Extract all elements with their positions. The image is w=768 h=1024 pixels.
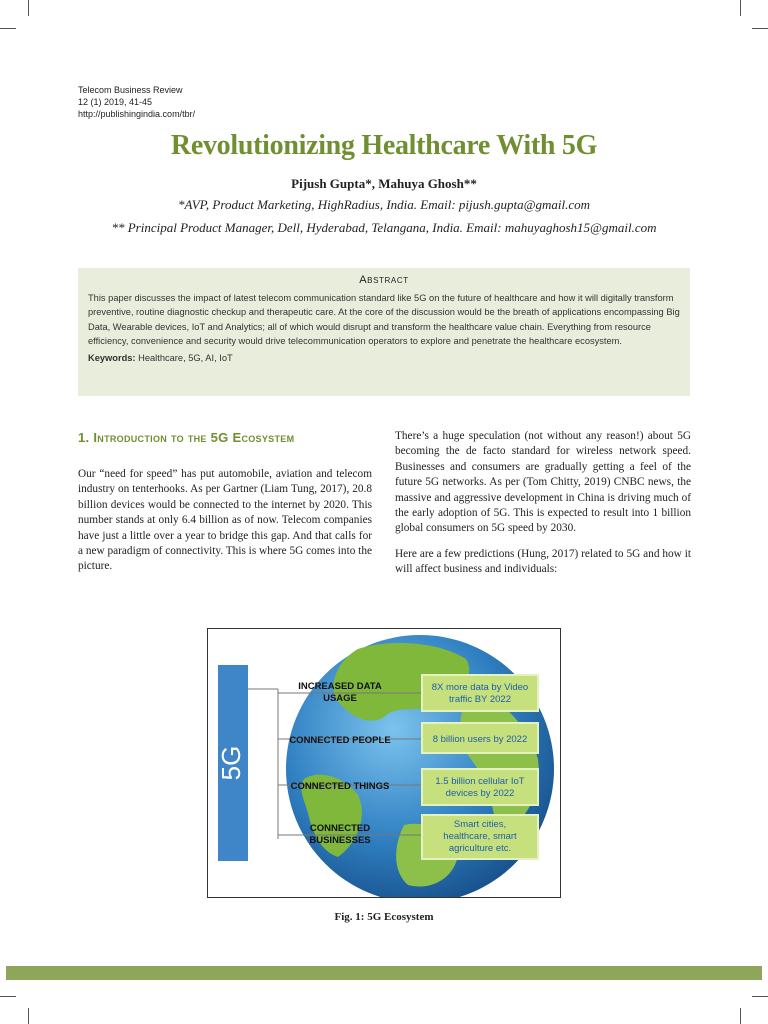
abstract-body: This paper discusses the impact of latest telecom communication standard like 5G on the future of healthcare and how it will digitally transform preventive, routine diagnostic checkup and therapeutic care. At the core of the discussion would be the breath of applications encompassing Big Data, Wearable devices, IoT and Analytics; all of which would disrupt and transform the healthcare value chain. Everything from resource efficiency, convenience and security would drive telecommunication operators to explore and penetrate the healthcare ecosystem. [88, 293, 680, 346]
abstract-heading: Abstract [359, 274, 409, 286]
figure-caption: Fig. 1: 5G Ecosystem [334, 911, 434, 923]
detail-text: Smart cities, [453, 819, 507, 830]
journal-issue: 12 (1) 2019, 41-45 [78, 97, 153, 107]
crop-mark [740, 0, 741, 16]
keywords-line [88, 353, 680, 363]
category-label: BUSINESSES [309, 835, 371, 846]
section-heading: 1. Introduction to the 5G Ecosystem [78, 430, 295, 445]
keywords-label: Keywords: [88, 353, 136, 364]
crop-mark [752, 996, 768, 997]
crop-mark [28, 0, 29, 16]
category-label: CONNECTED THINGS [290, 781, 390, 792]
paper-title: Revolutionizing Healthcare With 5G [170, 130, 598, 161]
crop-mark [0, 996, 16, 997]
detail-text: 8 billion users by 2022 [432, 734, 528, 745]
journal-url[interactable]: http://publishingindia.com/tbr/ [78, 109, 196, 119]
category-label: CONNECTED [309, 823, 371, 834]
figure-graphic [208, 629, 561, 898]
detail-text: devices by 2022 [445, 788, 515, 799]
left-column [78, 467, 372, 585]
category-label: INCREASED DATA [298, 681, 382, 692]
crop-mark [28, 1008, 29, 1024]
5g-label: 5G [215, 745, 246, 781]
detail-text: agriculture etc. [448, 843, 512, 854]
affiliation-1: *AVP, Product Marketing, HighRadius, India. Email: pijush.gupta@gmail.com [177, 197, 591, 212]
detail-text: healthcare, smart [443, 831, 517, 842]
category-label: CONNECTED PEOPLE [289, 735, 391, 746]
detail-box [422, 769, 538, 805]
crop-mark [740, 1008, 741, 1024]
detail-box [422, 675, 538, 711]
figure-5g-ecosystem [207, 628, 561, 898]
paragraph: Our “need for speed” has put automobile, aviation and telecom industry on tenterhooks. As per Gartner (Liam Tung, 2017), 20.8 billion devices would be connected to the internet by 2020. This number stands at only 6.4 billion as of now. Telecom companies have just a little over a year to bridge this gap. And that calls for a new paradigm of connectivity. This is where 5G comes into the picture. [78, 468, 372, 573]
right-column [395, 429, 691, 588]
keywords-values: Healthcare, 5G, AI, IoT [135, 353, 233, 364]
journal-header [78, 84, 195, 120]
author-list: Pijush Gupta*, Mahuya Ghosh** [291, 176, 477, 191]
abstract-box [78, 268, 690, 396]
crop-mark [0, 28, 16, 29]
paragraph: Here are a few predictions (Hung, 2017) related to 5G and how it will affect business and individuals: [395, 547, 691, 576]
detail-text: traffic BY 2022 [449, 694, 511, 705]
paragraph: There’s a huge speculation (not without any reason!) about 5G becoming the de facto standard for wireless network speed. Businesses and consumers are gradually getting a feel of the future 5G networks. As per (Tom Chitty, 2019) CNBC news, the massive and aggressive development in China is driving much of the early adoption of 5G. This is expected to result into 1 billion global consumers on 5G speed by 2030. [395, 430, 691, 535]
journal-name: Telecom Business Review [78, 85, 183, 95]
footer-bar [6, 966, 762, 980]
category-label: USAGE [323, 693, 357, 704]
detail-text: 1.5 billion cellular IoT [435, 776, 525, 787]
affiliation-2: ** Principal Product Manager, Dell, Hyderabad, Telangana, India. Email: mahuyaghosh15@gmail.com [111, 220, 657, 235]
detail-text: 8X more data by Video [431, 682, 529, 693]
crop-mark [752, 28, 768, 29]
